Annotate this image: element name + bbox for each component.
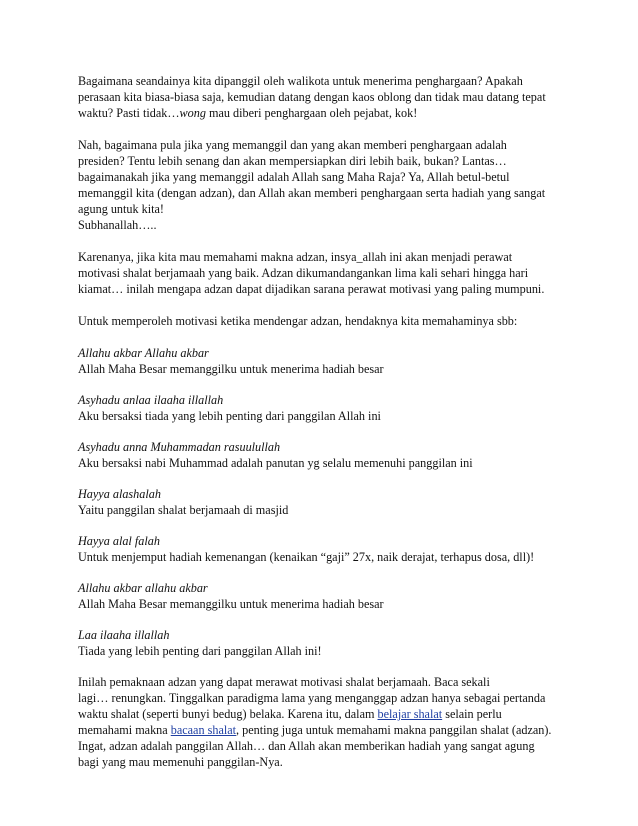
text-line: presiden? Tentu lebih senang dan akan mempersiapkan diri lebih baik, bukan? Lantas… xyxy=(78,154,507,168)
text-line xyxy=(78,706,568,722)
text-line: motivasi shalat berjamaah yang baik. Adzan dikumandangankan lima kali sehari hingga hari xyxy=(78,266,529,280)
paragraph-closing xyxy=(78,674,568,770)
paragraph-intro xyxy=(78,73,568,121)
adhan-meaning: Allah Maha Besar memanggilku untuk menerima hadiah besar xyxy=(78,362,384,376)
text-line: Subhanallah….. xyxy=(78,218,157,232)
adhan-meaning: Allah Maha Besar memanggilku untuk menerima hadiah besar xyxy=(78,597,384,611)
text-line: agung untuk kita! xyxy=(78,202,164,216)
paragraph-understanding xyxy=(78,313,568,329)
link-belajar-shalat[interactable]: belajar shalat xyxy=(377,707,443,721)
text-span: memahami makna xyxy=(78,723,171,737)
adhan-arabic: Asyhadu anna Muhammadan rasuulullah xyxy=(78,440,281,454)
adhan-meaning: Aku bersaksi nabi Muhammad adalah panutan yg selalu memenuhi panggilan ini xyxy=(78,456,473,470)
text-line: bagaimanakah jika yang memanggil adalah Allah sang Maha Raja? Ya, Allah betul-betul xyxy=(78,170,510,184)
adhan-arabic: Hayya alal falah xyxy=(78,534,160,548)
text-line: Karenanya, jika kita mau memahami makna adzan, insya_allah ini akan menjadi perawat xyxy=(78,250,513,264)
text-span: , penting juga untuk memahami makna panggilan shalat (adzan). xyxy=(236,723,552,737)
adhan-arabic: Allahu akbar Allahu akbar xyxy=(78,346,209,360)
adhan-line xyxy=(78,627,568,659)
adhan-arabic: Hayya alashalah xyxy=(78,487,161,501)
text-line: memanggil kita (dengan adzan), dan Allah akan memberi penghargaan serta hadiah yang sangat xyxy=(78,186,546,200)
adhan-line xyxy=(78,345,568,377)
adhan-meaning: Aku bersaksi tiada yang lebih penting dari panggilan Allah ini xyxy=(78,409,381,423)
adhan-line xyxy=(78,392,568,424)
text-line: bagi yang mau memenuhi panggilan-Nya. xyxy=(78,755,283,769)
adhan-line xyxy=(78,486,568,518)
text-line: Bagaimana seandainya kita dipanggil oleh walikota untuk menerima penghargaan? Apakah xyxy=(78,74,523,88)
text-span: mau diberi penghargaan oleh pejabat, kok! xyxy=(205,106,418,120)
italic-word: wong xyxy=(179,106,206,120)
paragraph-adzan-motivation xyxy=(78,249,568,297)
paragraph-president xyxy=(78,137,568,233)
text-line: Inilah pemaknaan adzan yang dapat merawat motivasi shalat berjamaah. Baca sekali xyxy=(78,675,490,689)
text-line xyxy=(78,722,568,738)
text-line xyxy=(78,105,568,121)
text-line: Ingat, adzan adalah panggilan Allah… dan Allah akan memberikan hadiah yang sangat agung xyxy=(78,739,535,753)
adhan-line xyxy=(78,533,568,565)
text-span: waktu shalat (seperti bunyi bedug) belaka. Karena itu, dalam xyxy=(78,707,378,721)
text-line: perasaan kita biasa-biasa saja, kemudian datang dengan kaos oblong dan tidak mau datang tepat xyxy=(78,90,546,104)
adhan-line xyxy=(78,439,568,471)
adhan-arabic: Asyhadu anlaa ilaaha illallah xyxy=(78,393,224,407)
text-span: selain perlu xyxy=(442,707,502,721)
adhan-arabic: Laa ilaaha illallah xyxy=(78,628,170,642)
adhan-meaning: Tiada yang lebih penting dari panggilan Allah ini! xyxy=(78,644,322,658)
text-line: kiamat… inilah mengapa adzan dapat dijadikan sarana perawat motivasi yang paling mumpuni. xyxy=(78,282,545,296)
adhan-meaning: Untuk menjemput hadiah kemenangan (kenaikan “gaji” 27x, naik derajat, terhapus dosa, dll)! xyxy=(78,550,535,564)
adhan-arabic: Allahu akbar allahu akbar xyxy=(78,581,208,595)
text-span: waktu? Pasti tidak… xyxy=(78,106,180,120)
adhan-meaning: Yaitu panggilan shalat berjamaah di masjid xyxy=(78,503,289,517)
text-line: Untuk memperoleh motivasi ketika mendengar adzan, hendaknya kita memahaminya sbb: xyxy=(78,314,518,328)
link-bacaan-shalat[interactable]: bacaan shalat xyxy=(170,723,237,737)
text-line: Nah, bagaimana pula jika yang memanggil dan yang akan memberi penghargaan adalah xyxy=(78,138,507,152)
adhan-line xyxy=(78,580,568,612)
text-line: lagi… renungkan. Tinggalkan paradigma lama yang menganggap adzan hanya sebagai pertanda xyxy=(78,691,546,705)
